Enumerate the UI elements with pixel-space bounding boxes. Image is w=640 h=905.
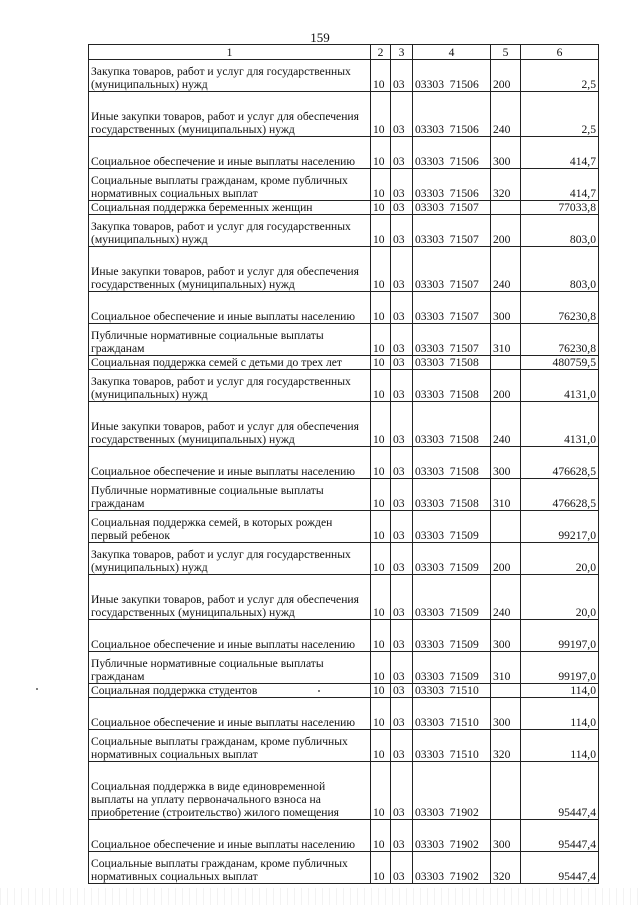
row-target-article: 03303 71902: [413, 762, 491, 820]
row-target-article: 03303 71508: [413, 479, 491, 511]
row-section: 10: [371, 575, 391, 620]
row-name: Социальное обеспечение и иные выплаты населению: [89, 698, 371, 730]
header-col-3: 3: [391, 45, 413, 60]
row-expense-type: [491, 201, 521, 215]
row-section: 10: [371, 247, 391, 292]
row-target-article: 03303 71506: [413, 60, 491, 92]
row-target-article: 03303 71508: [413, 370, 491, 402]
row-subsection: 03: [391, 324, 413, 356]
row-target-article: 03303 71507: [413, 215, 491, 247]
header-col-2: 2: [371, 45, 391, 60]
table-row: [89, 575, 599, 620]
row-amount: 76230,8: [521, 324, 599, 356]
row-amount: 480759,5: [521, 356, 599, 370]
row-subsection: 03: [391, 762, 413, 820]
row-subsection: 03: [391, 370, 413, 402]
row-subsection: 03: [391, 215, 413, 247]
row-amount: 803,0: [521, 215, 599, 247]
row-amount: 99197,0: [521, 652, 599, 684]
row-expense-type: 300: [491, 137, 521, 169]
row-amount: 114,0: [521, 698, 599, 730]
row-name: Социальные выплаты гражданам, кроме публичных нормативных социальных выплат: [89, 730, 371, 762]
row-expense-type: 240: [491, 92, 521, 137]
row-amount: 76230,8: [521, 292, 599, 324]
row-name: Социальная поддержка семей, в которых рожден первый ребенок: [89, 511, 371, 543]
table-row: [89, 356, 599, 370]
row-name: Публичные нормативные социальные выплаты гражданам: [89, 479, 371, 511]
row-amount: 803,0: [521, 247, 599, 292]
row-name: Социальная поддержка в виде единовременной выплаты на уплату первоначального взноса на приобретение (строительство) жилого помещения: [89, 762, 371, 820]
row-expense-type: 200: [491, 215, 521, 247]
header-col-5: 5: [491, 45, 521, 60]
row-target-article: 03303 71509: [413, 543, 491, 575]
row-section: 10: [371, 852, 391, 884]
row-amount: 414,7: [521, 169, 599, 201]
budget-table: [88, 44, 599, 884]
row-amount: 77033,8: [521, 201, 599, 215]
table-row: [89, 215, 599, 247]
row-target-article: 03303 71510: [413, 684, 491, 698]
table-row: [89, 479, 599, 511]
table-row: [89, 511, 599, 543]
row-expense-type: 310: [491, 324, 521, 356]
row-section: 10: [371, 201, 391, 215]
row-expense-type: 300: [491, 698, 521, 730]
row-section: 10: [371, 684, 391, 698]
row-expense-type: [491, 511, 521, 543]
row-name: Публичные нормативные социальные выплаты гражданам: [89, 652, 371, 684]
row-section: 10: [371, 730, 391, 762]
row-section: 10: [371, 60, 391, 92]
row-expense-type: 200: [491, 543, 521, 575]
row-name: Социальная поддержка беременных женщин: [89, 201, 371, 215]
row-target-article: 03303 71902: [413, 852, 491, 884]
row-name: Иные закупки товаров, работ и услуг для обеспечения государственных (муниципальных) нужд: [89, 92, 371, 137]
row-section: 10: [371, 402, 391, 447]
row-target-article: 03303 71509: [413, 620, 491, 652]
row-section: 10: [371, 479, 391, 511]
scan-speck: [318, 690, 320, 692]
scan-speck: [36, 688, 38, 690]
table-row: [89, 137, 599, 169]
row-expense-type: 310: [491, 479, 521, 511]
row-subsection: 03: [391, 201, 413, 215]
row-name: Социальное обеспечение и иные выплаты населению: [89, 137, 371, 169]
row-section: 10: [371, 370, 391, 402]
row-expense-type: [491, 762, 521, 820]
table-row: [89, 447, 599, 479]
row-subsection: 03: [391, 169, 413, 201]
row-target-article: 03303 71902: [413, 820, 491, 852]
row-section: 10: [371, 620, 391, 652]
table-row: [89, 60, 599, 92]
row-amount: 2,5: [521, 60, 599, 92]
row-section: 10: [371, 511, 391, 543]
row-amount: 114,0: [521, 730, 599, 762]
row-section: 10: [371, 169, 391, 201]
row-target-article: 03303 71510: [413, 698, 491, 730]
table-row: [89, 698, 599, 730]
table-row: [89, 620, 599, 652]
table-row: [89, 543, 599, 575]
row-amount: 95447,4: [521, 820, 599, 852]
row-name: Иные закупки товаров, работ и услуг для обеспечения государственных (муниципальных) нужд: [89, 402, 371, 447]
row-subsection: 03: [391, 402, 413, 447]
table-row: [89, 730, 599, 762]
row-expense-type: 200: [491, 60, 521, 92]
row-expense-type: 240: [491, 402, 521, 447]
row-expense-type: 300: [491, 292, 521, 324]
table-body: [89, 60, 599, 884]
row-expense-type: [491, 356, 521, 370]
row-target-article: 03303 71507: [413, 247, 491, 292]
row-section: 10: [371, 137, 391, 169]
table-row: [89, 652, 599, 684]
row-subsection: 03: [391, 511, 413, 543]
row-name: Социальные выплаты гражданам, кроме публичных нормативных социальных выплат: [89, 852, 371, 884]
row-subsection: 03: [391, 698, 413, 730]
row-subsection: 03: [391, 60, 413, 92]
row-expense-type: 200: [491, 370, 521, 402]
row-subsection: 03: [391, 852, 413, 884]
header-col-4: 4: [413, 45, 491, 60]
row-subsection: 03: [391, 92, 413, 137]
row-name: Закупка товаров, работ и услуг для государственных (муниципальных) нужд: [89, 370, 371, 402]
row-name: Социальные выплаты гражданам, кроме публичных нормативных социальных выплат: [89, 169, 371, 201]
row-section: 10: [371, 292, 391, 324]
table-row: [89, 169, 599, 201]
row-expense-type: 240: [491, 575, 521, 620]
row-amount: 414,7: [521, 137, 599, 169]
row-target-article: 03303 71509: [413, 575, 491, 620]
row-expense-type: 320: [491, 730, 521, 762]
row-amount: 99197,0: [521, 620, 599, 652]
row-amount: 99217,0: [521, 511, 599, 543]
table-row: [89, 292, 599, 324]
table-row: [89, 324, 599, 356]
row-amount: 2,5: [521, 92, 599, 137]
row-target-article: 03303 71510: [413, 730, 491, 762]
row-amount: 4131,0: [521, 370, 599, 402]
row-target-article: 03303 71509: [413, 652, 491, 684]
scan-artifact: [0, 888, 640, 905]
row-subsection: 03: [391, 820, 413, 852]
row-subsection: 03: [391, 652, 413, 684]
row-name: Закупка товаров, работ и услуг для государственных (муниципальных) нужд: [89, 543, 371, 575]
table-row: [89, 247, 599, 292]
row-name: Социальное обеспечение и иные выплаты населению: [89, 292, 371, 324]
row-target-article: 03303 71508: [413, 402, 491, 447]
table-row: [89, 852, 599, 884]
table-row: [89, 684, 599, 698]
row-section: 10: [371, 543, 391, 575]
row-expense-type: 240: [491, 247, 521, 292]
row-subsection: 03: [391, 730, 413, 762]
row-name: Социальное обеспечение и иные выплаты населению: [89, 620, 371, 652]
row-expense-type: 320: [491, 169, 521, 201]
row-target-article: 03303 71507: [413, 201, 491, 215]
row-target-article: 03303 71509: [413, 511, 491, 543]
row-amount: 95447,4: [521, 762, 599, 820]
row-name: Социальная поддержка студентов: [89, 684, 371, 698]
row-section: 10: [371, 324, 391, 356]
row-subsection: 03: [391, 684, 413, 698]
row-subsection: 03: [391, 447, 413, 479]
row-target-article: 03303 71507: [413, 292, 491, 324]
row-expense-type: 320: [491, 852, 521, 884]
row-name: Закупка товаров, работ и услуг для государственных (муниципальных) нужд: [89, 215, 371, 247]
row-target-article: 03303 71507: [413, 324, 491, 356]
row-target-article: 03303 71506: [413, 137, 491, 169]
row-subsection: 03: [391, 247, 413, 292]
table-header-row: [89, 45, 599, 60]
row-expense-type: [491, 684, 521, 698]
row-name: Иные закупки товаров, работ и услуг для обеспечения государственных (муниципальных) нужд: [89, 247, 371, 292]
row-name: Иные закупки товаров, работ и услуг для обеспечения государственных (муниципальных) нужд: [89, 575, 371, 620]
row-expense-type: 300: [491, 447, 521, 479]
table-row: [89, 820, 599, 852]
row-amount: 20,0: [521, 543, 599, 575]
row-name: Публичные нормативные социальные выплаты гражданам: [89, 324, 371, 356]
row-name: Социальное обеспечение и иные выплаты населению: [89, 820, 371, 852]
table-row: [89, 201, 599, 215]
table-row: [89, 762, 599, 820]
row-target-article: 03303 71508: [413, 356, 491, 370]
page-number: 159: [310, 30, 330, 45]
row-subsection: 03: [391, 292, 413, 324]
row-amount: 476628,5: [521, 447, 599, 479]
row-name: Социальное обеспечение и иные выплаты населению: [89, 447, 371, 479]
row-subsection: 03: [391, 137, 413, 169]
row-subsection: 03: [391, 479, 413, 511]
row-subsection: 03: [391, 575, 413, 620]
row-amount: 476628,5: [521, 479, 599, 511]
row-subsection: 03: [391, 543, 413, 575]
row-amount: 4131,0: [521, 402, 599, 447]
header-col-6: 6: [521, 45, 599, 60]
row-section: 10: [371, 652, 391, 684]
row-section: 10: [371, 820, 391, 852]
row-section: 10: [371, 447, 391, 479]
row-subsection: 03: [391, 356, 413, 370]
row-section: 10: [371, 698, 391, 730]
row-name: Социальная поддержка семей с детьми до трех лет: [89, 356, 371, 370]
header-col-1: 1: [89, 45, 371, 60]
table-row: [89, 402, 599, 447]
row-section: 10: [371, 356, 391, 370]
row-expense-type: 310: [491, 652, 521, 684]
row-target-article: 03303 71506: [413, 92, 491, 137]
row-section: 10: [371, 215, 391, 247]
row-expense-type: 300: [491, 820, 521, 852]
table-row: [89, 370, 599, 402]
row-target-article: 03303 71506: [413, 169, 491, 201]
row-name: Закупка товаров, работ и услуг для государственных (муниципальных) нужд: [89, 60, 371, 92]
row-expense-type: 300: [491, 620, 521, 652]
row-section: 10: [371, 762, 391, 820]
row-amount: 20,0: [521, 575, 599, 620]
row-target-article: 03303 71508: [413, 447, 491, 479]
row-amount: 95447,4: [521, 852, 599, 884]
row-subsection: 03: [391, 620, 413, 652]
row-section: 10: [371, 92, 391, 137]
row-amount: 114,0: [521, 684, 599, 698]
table-row: [89, 92, 599, 137]
